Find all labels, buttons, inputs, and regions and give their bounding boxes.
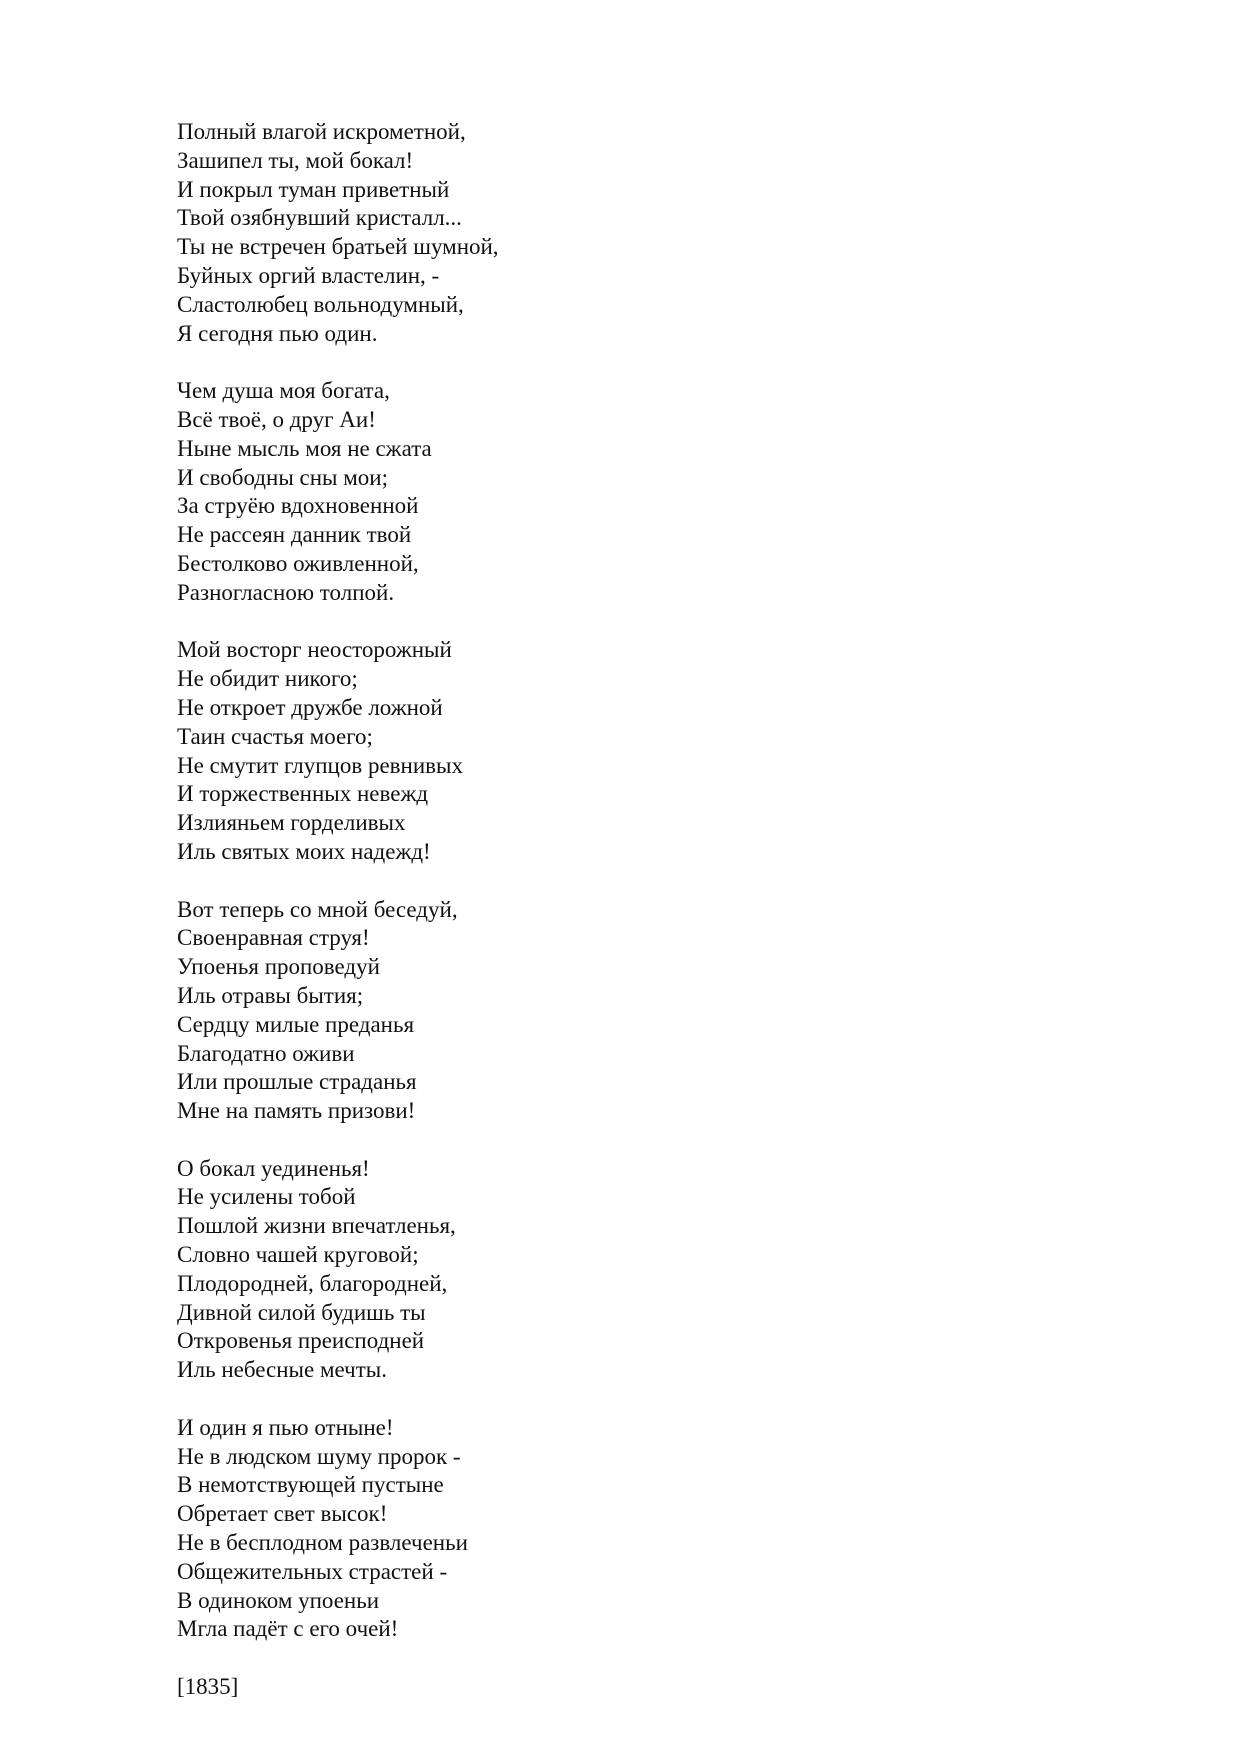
poem-line: Или прошлые страданья (177, 1069, 417, 1095)
poem-line: Бестолково оживленной, (177, 550, 419, 576)
poem-line: Упоенья проповедуй (177, 954, 380, 980)
poem-line: Иль святых моих надежд! (177, 838, 431, 864)
poem-line: Дивной силой будишь ты (177, 1299, 426, 1325)
poem-line: За струёю вдохновенной (177, 493, 419, 519)
poem-line: Всё твоё, о друг Аи! (177, 406, 376, 432)
poem-line: Таин счастья моего; (177, 723, 373, 749)
stanza-1 (177, 118, 499, 348)
poem-line: Словно чашей круговой; (177, 1242, 419, 1268)
poem-line: Иль небесные мечты. (177, 1357, 387, 1383)
poem-line: И покрыл туман приветный (177, 176, 450, 202)
stanza-3 (177, 636, 499, 866)
poem-line: Общежительных страстей - (177, 1558, 448, 1584)
poem-line: Не усилены тобой (177, 1184, 356, 1210)
poem-line: Буйных оргий властелин, - (177, 262, 440, 288)
poem-line: Сердцу милые преданья (177, 1011, 415, 1037)
poem-line: Мой восторг неосторожный (177, 637, 452, 663)
poem-line: Чем душа моя богата, (177, 378, 390, 404)
poem-line: Пошлой жизни впечатленья, (177, 1213, 456, 1239)
poem-line: Вот теперь со мной беседуй, (177, 896, 458, 922)
poem-line: Не в людском шуму пророк - (177, 1443, 461, 1469)
poem-line: Ты не встречен братьей шумной, (177, 234, 499, 260)
poem-line: Полный влагой искрометной, (177, 119, 466, 144)
poem-line: Мгла падёт с его очей! (177, 1616, 399, 1642)
poem-line: Не рассеян данник твой (177, 522, 412, 548)
poem-line: И свободны сны мои; (177, 464, 388, 490)
poem-line: Мне на память призови! (177, 1098, 416, 1124)
poem-line: Не в бесплодном развлеченьи (177, 1530, 468, 1556)
poem-line: Плодородней, благородней, (177, 1270, 448, 1296)
poem-line: Откровенья преисподней (177, 1328, 425, 1354)
stanza-6 (177, 1414, 499, 1644)
poem-line: Иль отравы бытия; (177, 982, 364, 1008)
poem-line: Обретает свет высок! (177, 1501, 388, 1527)
poem-line: В одиноком упоеньи (177, 1587, 380, 1613)
poem-line: И торжественных невежд (177, 781, 429, 807)
poem-line: Не откроет дружбе ложной (177, 694, 443, 720)
poem-line: Излияньем горделивых (177, 810, 406, 836)
poem-date: [1835] (177, 1674, 239, 1700)
poem-line: И один я пью отныне! (177, 1414, 394, 1440)
poem-text (177, 118, 499, 1702)
poem-line: Своенравная струя! (177, 925, 370, 951)
stanza-5 (177, 1155, 499, 1385)
poem-line: Твой озябнувший кристалл... (177, 205, 462, 231)
poem-line: Ныне мысль моя не сжата (177, 435, 432, 461)
poem-line: Я сегодня пью один. (177, 320, 378, 346)
stanza-2 (177, 377, 499, 607)
poem-line: В немотствующей пустыне (177, 1472, 444, 1498)
poem-line: Зашипел ты, мой бокал! (177, 147, 414, 173)
poem-line: Не обидит никого; (177, 666, 358, 692)
poem-line: Не смутит глупцов ревнивых (177, 752, 463, 778)
poem-line: Сластолюбец вольнодумный, (177, 291, 464, 317)
poem-line: Благодатно оживи (177, 1040, 355, 1066)
poem-line: О бокал уединенья! (177, 1155, 370, 1181)
stanza-4 (177, 896, 499, 1126)
poem-line: Разногласною толпой. (177, 579, 395, 605)
